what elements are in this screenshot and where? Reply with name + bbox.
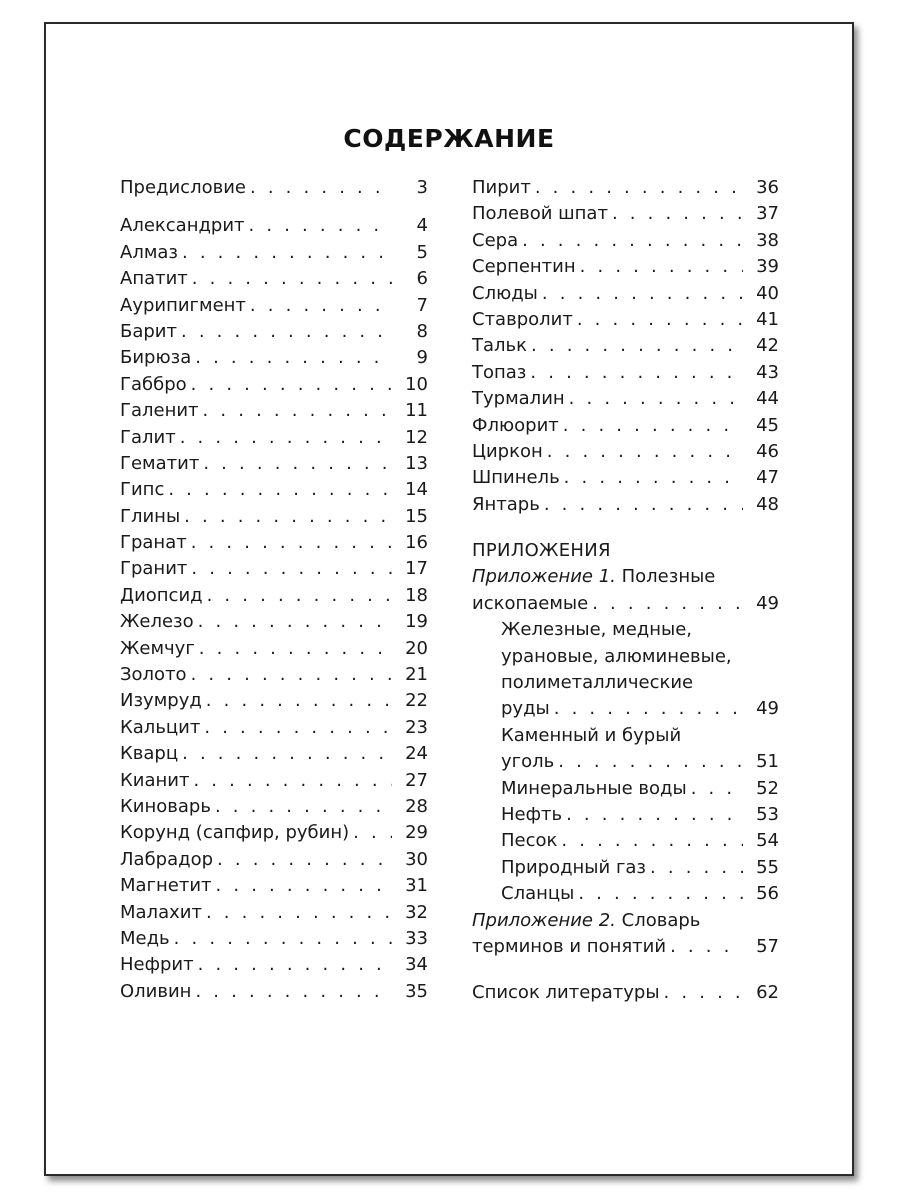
toc-entry-label: Глины bbox=[120, 505, 181, 527]
toc-entry[interactable] bbox=[120, 636, 428, 662]
dot-leader bbox=[578, 881, 743, 907]
toc-entry-page: 49 bbox=[756, 698, 779, 720]
toc-entry[interactable] bbox=[120, 609, 428, 635]
toc-entry-label: Кварц bbox=[120, 743, 179, 765]
toc-entry-label: Слюды bbox=[472, 282, 538, 304]
toc-entry-label: Корунд (сапфир, рубин) bbox=[120, 822, 350, 844]
toc-entry-page: 39 bbox=[756, 256, 779, 278]
toc-entry-label: Полевой шпат bbox=[472, 203, 608, 225]
toc-entry-page: 56 bbox=[756, 883, 779, 905]
toc-entry-label: Гранит bbox=[120, 558, 188, 580]
toc-entry-page: 24 bbox=[405, 743, 428, 765]
appendices-heading: ПРИЛОЖЕНИЯ bbox=[472, 540, 611, 562]
dot-leader bbox=[544, 492, 743, 518]
dot-leader bbox=[558, 749, 743, 775]
toc-entry-label: Габбро bbox=[120, 373, 187, 395]
dot-leader bbox=[563, 413, 743, 439]
dot-leader bbox=[250, 175, 392, 201]
toc-entry-page: 37 bbox=[756, 203, 779, 225]
dot-leader bbox=[217, 847, 392, 873]
toc-entry-page: 16 bbox=[405, 532, 428, 554]
toc-list-right bbox=[472, 175, 779, 518]
appendix2-label: Приложение 2. bbox=[472, 909, 616, 931]
toc-entry-page: 54 bbox=[756, 830, 779, 852]
toc-entry-label: Малахит bbox=[120, 901, 202, 923]
appendix2-title-line[interactable] bbox=[472, 908, 779, 934]
toc-entry-label: Диопсид bbox=[120, 584, 203, 606]
toc-entry-label: Список литературы bbox=[472, 982, 660, 1004]
toc-entry-page: 6 bbox=[416, 268, 428, 290]
toc-entry-ores[interactable] bbox=[472, 696, 779, 722]
dot-leader bbox=[531, 333, 743, 359]
toc-entry-label: Киноварь bbox=[120, 795, 211, 817]
dot-leader bbox=[670, 934, 743, 960]
toc-entry-page: 57 bbox=[756, 935, 779, 957]
toc-entry[interactable] bbox=[120, 900, 428, 926]
toc-entry[interactable] bbox=[472, 413, 779, 439]
toc-entry-page: 49 bbox=[756, 592, 779, 614]
toc-entry-label: ископаемые bbox=[472, 592, 589, 614]
toc-entry-page: 23 bbox=[405, 716, 428, 738]
dot-leader bbox=[195, 979, 392, 1005]
toc-entry-page: 44 bbox=[756, 388, 779, 410]
toc-column-right bbox=[472, 175, 779, 1007]
toc-entry-page: 10 bbox=[405, 373, 428, 395]
dot-leader bbox=[206, 688, 392, 714]
dot-leader bbox=[180, 425, 392, 451]
dot-leader bbox=[691, 776, 743, 802]
toc-entry-label: Аурипигмент bbox=[120, 294, 246, 316]
toc-entry-page: 35 bbox=[405, 980, 428, 1002]
book-page bbox=[44, 22, 854, 1176]
toc-entry[interactable] bbox=[120, 688, 428, 714]
toc-entry-label: Турмалин bbox=[472, 388, 565, 410]
dot-leader bbox=[191, 372, 392, 398]
toc-entry-literature[interactable] bbox=[472, 980, 779, 1006]
toc-entry-label: руды bbox=[501, 698, 550, 720]
toc-entry-page: 28 bbox=[405, 795, 428, 817]
toc-entry-label: терминов и понятий bbox=[472, 935, 667, 957]
toc-entry-label: Галит bbox=[120, 426, 176, 448]
toc-entry[interactable] bbox=[120, 213, 428, 239]
toc-entry[interactable] bbox=[120, 926, 428, 952]
toc-entry[interactable] bbox=[120, 794, 428, 820]
dot-leader bbox=[184, 504, 392, 530]
dot-leader bbox=[203, 451, 392, 477]
toc-entry-label: Кианит bbox=[120, 769, 190, 791]
spacer bbox=[120, 201, 428, 213]
dot-leader bbox=[353, 820, 392, 846]
spacer bbox=[472, 518, 779, 538]
dot-leader bbox=[530, 360, 743, 386]
toc-entry[interactable] bbox=[120, 768, 428, 794]
dot-leader bbox=[191, 530, 392, 556]
toc-entry-page: 17 bbox=[405, 558, 428, 580]
toc-entry-page: 13 bbox=[405, 452, 428, 474]
toc-entry-label: Пирит bbox=[472, 177, 531, 198]
toc-entry-page: 41 bbox=[756, 308, 779, 330]
toc-entry-page: 29 bbox=[405, 822, 428, 844]
toc-entry-appendix2[interactable] bbox=[472, 934, 779, 960]
toc-entry[interactable] bbox=[472, 175, 779, 201]
toc-entry-label: Магнетит bbox=[120, 875, 212, 897]
toc-entry-page: 52 bbox=[756, 777, 779, 799]
toc-entry[interactable] bbox=[120, 345, 428, 371]
dot-leader bbox=[182, 741, 392, 767]
toc-entry[interactable] bbox=[120, 451, 428, 477]
toc-entry-label: Серпентин bbox=[472, 256, 576, 278]
toc-entry-label: Оливин bbox=[120, 980, 192, 1002]
toc-entry-label: Сланцы bbox=[501, 883, 575, 905]
toc-entry-page: 18 bbox=[405, 584, 428, 606]
toc-entry[interactable] bbox=[120, 266, 428, 292]
toc-entry-page: 32 bbox=[405, 901, 428, 923]
toc-entry[interactable] bbox=[472, 855, 779, 881]
toc-entry-page: 47 bbox=[756, 467, 779, 489]
page-title: СОДЕРЖАНИЕ bbox=[343, 124, 555, 153]
dot-leader bbox=[564, 465, 743, 491]
toc-entry-label: Предисловие bbox=[120, 177, 246, 198]
toc-entry-page: 5 bbox=[416, 241, 428, 263]
toc-entry[interactable] bbox=[472, 492, 779, 518]
dot-leader bbox=[566, 802, 743, 828]
dot-leader bbox=[561, 828, 743, 854]
toc-entry-label: Жемчуг bbox=[120, 637, 195, 659]
dot-leader bbox=[542, 281, 743, 307]
toc-entry[interactable] bbox=[472, 254, 779, 280]
toc-entry-label: Топаз bbox=[472, 361, 527, 383]
dot-leader bbox=[569, 386, 743, 412]
toc-entry-label: Минеральные воды bbox=[501, 777, 687, 799]
toc-entry-label: Янтарь bbox=[472, 493, 540, 515]
toc-entry-label: Золото bbox=[120, 664, 187, 686]
toc-entry-page: 15 bbox=[405, 505, 428, 527]
toc-entry-page: 36 bbox=[756, 177, 779, 198]
toc-entry[interactable] bbox=[120, 556, 428, 582]
dot-leader bbox=[199, 636, 392, 662]
toc-entry[interactable] bbox=[120, 662, 428, 688]
toc-entry-page: 14 bbox=[405, 479, 428, 501]
dot-leader bbox=[204, 715, 392, 741]
toc-entry[interactable] bbox=[472, 281, 779, 307]
toc-entry[interactable] bbox=[120, 530, 428, 556]
toc-entry[interactable] bbox=[472, 307, 779, 333]
toc-entry-label: Тальк bbox=[472, 335, 528, 357]
dot-leader bbox=[535, 175, 743, 201]
dot-leader bbox=[554, 696, 743, 722]
toc-entry-page: 8 bbox=[416, 320, 428, 342]
toc-entry[interactable] bbox=[472, 228, 779, 254]
toc-entry-page: 7 bbox=[416, 294, 428, 316]
toc-entry-label: Лабрадор bbox=[120, 848, 214, 870]
toc-entry[interactable] bbox=[472, 386, 779, 412]
toc-entry[interactable] bbox=[120, 873, 428, 899]
toc-entry-page: 31 bbox=[405, 875, 428, 897]
dot-leader bbox=[168, 477, 392, 503]
toc-entry[interactable] bbox=[472, 828, 779, 854]
toc-entry[interactable] bbox=[120, 979, 428, 1005]
toc-entry-page: 38 bbox=[756, 229, 779, 251]
toc-entry-label: Изумруд bbox=[120, 690, 202, 712]
toc-entry[interactable] bbox=[120, 847, 428, 873]
appendix1-title-rest: Полезные bbox=[615, 566, 716, 588]
toc-entry-label: Барит bbox=[120, 320, 177, 342]
appendix2-title-rest: Словарь bbox=[615, 909, 701, 931]
toc-entry-label: Железо bbox=[120, 611, 194, 633]
toc-entry[interactable] bbox=[120, 372, 428, 398]
toc-entry-page: 12 bbox=[405, 426, 428, 448]
toc-entry-page: 48 bbox=[756, 493, 779, 515]
toc-entry-label: Апатит bbox=[120, 268, 188, 290]
toc-entry[interactable] bbox=[120, 319, 428, 345]
toc-entry-coal[interactable] bbox=[472, 749, 779, 775]
toc-entry-page: 9 bbox=[416, 347, 428, 369]
toc-entry-page: 33 bbox=[405, 927, 428, 949]
toc-entry[interactable] bbox=[120, 240, 428, 266]
toc-entry-label: Природный газ bbox=[501, 856, 647, 878]
toc-entry-label: Ставролит bbox=[472, 308, 573, 330]
toc-entry-label: Галенит bbox=[120, 400, 199, 422]
toc-entry-label: Гранат bbox=[120, 532, 187, 554]
toc-entry-page: 21 bbox=[405, 664, 428, 686]
dot-leader bbox=[195, 345, 392, 371]
dot-leader bbox=[198, 609, 392, 635]
toc-entry[interactable] bbox=[472, 439, 779, 465]
toc-entry-page: 40 bbox=[756, 282, 779, 304]
toc-entry[interactable] bbox=[120, 583, 428, 609]
toc-entry-page: 53 bbox=[756, 803, 779, 825]
toc-entry-label: Александрит bbox=[120, 215, 245, 237]
toc-entry[interactable] bbox=[120, 820, 428, 846]
dot-leader bbox=[577, 307, 743, 333]
toc-entry[interactable] bbox=[120, 741, 428, 767]
toc-entry-page: 19 bbox=[405, 611, 428, 633]
dot-leader bbox=[522, 228, 743, 254]
dot-leader bbox=[592, 591, 743, 617]
dot-leader bbox=[198, 952, 392, 978]
dot-leader bbox=[191, 556, 392, 582]
toc-entry-page: 55 bbox=[756, 856, 779, 878]
dot-leader bbox=[181, 319, 392, 345]
coal-line-1: Каменный и бурый bbox=[501, 724, 682, 746]
toc-entry-label: Алмаз bbox=[120, 241, 178, 263]
toc-entry-page: 20 bbox=[405, 637, 428, 659]
toc-entry[interactable] bbox=[472, 881, 779, 907]
toc-column-left bbox=[120, 175, 428, 1005]
toc-list-left bbox=[120, 213, 428, 1005]
toc-entry-page: 3 bbox=[416, 177, 428, 198]
dot-leader bbox=[650, 855, 743, 881]
toc-entry[interactable] bbox=[472, 201, 779, 227]
dot-leader bbox=[174, 926, 392, 952]
toc-entry-page: 22 bbox=[405, 690, 428, 712]
ores-line-1: Железные, медные, bbox=[501, 619, 692, 641]
spacer bbox=[472, 960, 779, 980]
toc-entry[interactable] bbox=[120, 504, 428, 530]
toc-entry-label: Гематит bbox=[120, 452, 200, 474]
toc-entry-label: Медь bbox=[120, 927, 170, 949]
ores-line-3: полиметаллические bbox=[501, 672, 694, 694]
toc-entry-page: 30 bbox=[405, 848, 428, 870]
toc-entry[interactable] bbox=[472, 802, 779, 828]
toc-entry-page: 46 bbox=[756, 440, 779, 462]
dot-leader bbox=[664, 980, 743, 1006]
toc-entry-label: Бирюза bbox=[120, 347, 192, 369]
dot-leader bbox=[215, 794, 392, 820]
toc-entry[interactable] bbox=[120, 715, 428, 741]
toc-entry-page: 43 bbox=[756, 361, 779, 383]
toc-entry[interactable] bbox=[120, 293, 428, 319]
dot-leader bbox=[216, 873, 392, 899]
toc-entry-label: Нефрит bbox=[120, 954, 194, 976]
dot-leader bbox=[612, 201, 743, 227]
dot-leader bbox=[191, 662, 392, 688]
dot-leader bbox=[192, 266, 392, 292]
appendix1-label: Приложение 1. bbox=[472, 566, 616, 588]
toc-entry-page: 51 bbox=[756, 751, 779, 773]
dot-leader bbox=[206, 900, 392, 926]
toc-entry[interactable] bbox=[472, 776, 779, 802]
toc-entry[interactable] bbox=[472, 465, 779, 491]
toc-entry-label: Циркон bbox=[472, 440, 543, 462]
dot-leader bbox=[547, 439, 743, 465]
toc-entry[interactable] bbox=[120, 477, 428, 503]
toc-entry-label: Песок bbox=[501, 830, 558, 852]
ores-line-2: урановые, алюминевые, bbox=[501, 645, 732, 667]
toc-entry-label: Сера bbox=[472, 229, 519, 251]
dot-leader bbox=[203, 398, 392, 424]
toc-entry-page: 45 bbox=[756, 414, 779, 436]
toc-list-appendix1-sub bbox=[472, 776, 779, 908]
toc-entry-preface[interactable] bbox=[120, 175, 428, 201]
toc-entry[interactable] bbox=[472, 360, 779, 386]
dot-leader bbox=[249, 213, 392, 239]
toc-entry[interactable] bbox=[120, 952, 428, 978]
dot-leader bbox=[250, 293, 392, 319]
toc-entry-label: уголь bbox=[501, 751, 555, 773]
toc-entry[interactable] bbox=[120, 398, 428, 424]
dot-leader bbox=[207, 583, 392, 609]
toc-entry-page: 4 bbox=[416, 215, 428, 237]
appendix1-title-line[interactable] bbox=[472, 564, 779, 590]
toc-entry-label: Нефть bbox=[501, 803, 563, 825]
toc-entry-page: 34 bbox=[405, 954, 428, 976]
dot-leader bbox=[193, 768, 392, 794]
dot-leader bbox=[182, 240, 392, 266]
toc-entry-page: 27 bbox=[405, 769, 428, 791]
toc-entry-page: 42 bbox=[756, 335, 779, 357]
toc-entry-label: Гипс bbox=[120, 479, 165, 501]
toc-entry-appendix1[interactable] bbox=[472, 591, 779, 617]
toc-entry-label: Кальцит bbox=[120, 716, 201, 738]
toc-entry-page: 11 bbox=[405, 400, 428, 422]
toc-entry[interactable] bbox=[120, 425, 428, 451]
dot-leader bbox=[580, 254, 743, 280]
toc-entry[interactable] bbox=[472, 333, 779, 359]
toc-entry-page: 62 bbox=[756, 982, 779, 1004]
toc-entry-label: Шпинель bbox=[472, 467, 560, 489]
toc-entry-label: Флюорит bbox=[472, 414, 559, 436]
